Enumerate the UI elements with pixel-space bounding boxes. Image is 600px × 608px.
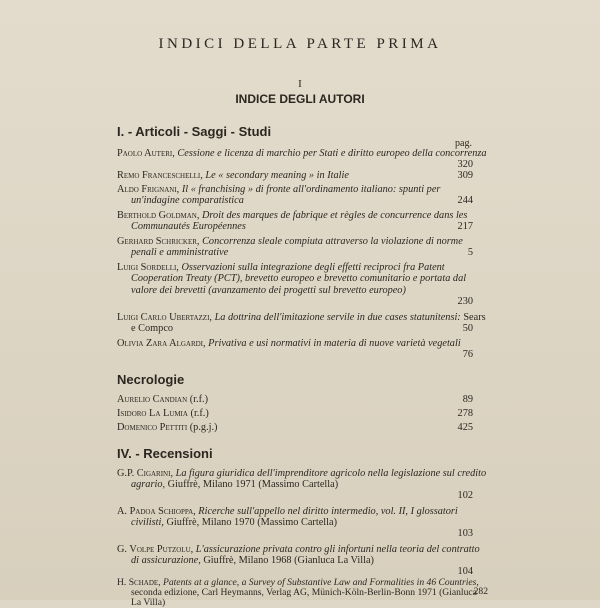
index-entry bbox=[117, 312, 489, 335]
entry-author: Olivia Zara Algardi, bbox=[117, 338, 206, 349]
entry-author: H. Schade, bbox=[117, 577, 161, 588]
section-heading-recensioni: IV. - Recensioni bbox=[117, 446, 213, 461]
entry-page: 309 bbox=[457, 170, 473, 181]
entry-page: 217 bbox=[457, 221, 473, 232]
page-column-label: pag. bbox=[455, 138, 472, 149]
entry-page: 104 bbox=[457, 566, 473, 577]
entry-author: Aldo Frignani, bbox=[117, 184, 180, 195]
index-entry bbox=[117, 170, 489, 181]
entry-page: 103 bbox=[457, 528, 473, 539]
index-entry bbox=[117, 408, 489, 419]
index-entry bbox=[117, 184, 489, 207]
index-entry bbox=[117, 394, 489, 405]
entry-detail: seconda edizione, Carl Heymanns, Verlag AG, Münich-Köln-Berlin-Bonn 1971 (Gianluca La Villa) bbox=[131, 587, 477, 608]
entry-page: 230 bbox=[457, 296, 473, 307]
entry-author: G.P. Cigarini, bbox=[117, 468, 174, 479]
entry-detail: (p.g.j.) bbox=[189, 422, 218, 433]
entry-detail: Sears e Compco bbox=[131, 312, 486, 335]
entry-author: Luigi Carlo Ubertazzi, bbox=[117, 312, 212, 323]
entry-author: Aurelio Candian bbox=[117, 394, 188, 405]
index-entry bbox=[117, 506, 489, 529]
index-entry bbox=[117, 468, 489, 491]
entry-page: 244 bbox=[457, 195, 473, 206]
entry-author: G. Volpe Putzolu, bbox=[117, 544, 194, 555]
entry-author: Isidoro La Lumia bbox=[117, 408, 188, 419]
index-entry bbox=[117, 578, 489, 608]
entry-title: Cessione e licenza di marchio per Stati e diritto europeo della concorrenza bbox=[177, 148, 487, 159]
entry-author: Domenico Pettiti bbox=[117, 422, 188, 433]
entry-detail: Giuffrè, Milano 1968 (Gianluca La Villa) bbox=[203, 555, 374, 567]
entry-title: La figura giuridica dell'imprenditore agricolo nella legislazione sul credito agrario, bbox=[131, 468, 487, 491]
entry-author: Luigi Sordelli, bbox=[117, 262, 179, 273]
entry-title: Le « secondary meaning » in Italie bbox=[205, 170, 349, 181]
entry-page: 425 bbox=[457, 422, 473, 433]
index-entry bbox=[117, 338, 489, 349]
entry-title: L'assicurazione privata contro gli infortuni nella teoria del contratto di assicurazione, bbox=[131, 544, 480, 567]
entry-author: Gerhard Schricker, bbox=[117, 236, 200, 247]
index-entry bbox=[117, 262, 489, 296]
entry-title: Patents at a glance, a Survey of Substantive Law and Formalities in 46 Countries, bbox=[162, 577, 479, 588]
entry-detail: Giuffrè, Milano 1971 (Massimo Cartella) bbox=[167, 479, 339, 491]
entry-title: Ricerche sull'appello nel diritto intermedio, vol. II, I glossatori civilisti, bbox=[131, 506, 458, 529]
entry-page: 76 bbox=[462, 349, 473, 360]
section-heading-necrologie: Necrologie bbox=[117, 372, 185, 387]
part-number: I bbox=[298, 78, 302, 90]
index-entry bbox=[117, 544, 489, 567]
entry-page: 278 bbox=[457, 408, 473, 419]
entry-title: Droit des marques de fabrique et règles de concurrence dans les Communautés Européennes bbox=[131, 210, 468, 233]
index-entry bbox=[117, 236, 489, 259]
entry-title: Il « franchising » di fronte all'ordinamento italiano: spunti per un'indagine comparatistica bbox=[131, 184, 441, 207]
entry-detail: (r.f.) bbox=[189, 394, 209, 405]
index-entry bbox=[117, 422, 489, 433]
entry-page: 89 bbox=[462, 394, 473, 405]
entry-title: Privativa e usi normativi in materia di nuove varietà vegetali bbox=[208, 338, 461, 349]
entry-author: Paolo Auteri, bbox=[117, 148, 175, 159]
entry-detail: Giuffrè, Milano 1970 (Massimo Cartella) bbox=[166, 517, 338, 529]
index-subtitle: INDICE DEGLI AUTORI bbox=[235, 92, 365, 106]
entry-page: 5 bbox=[467, 247, 473, 258]
entry-author: Berthold Goldman, bbox=[117, 210, 200, 221]
entry-title: Concorrenza sleale compiuta attraverso la violazione di norme penali e amministrative bbox=[131, 236, 463, 259]
page-title: INDICI DELLA PARTE PRIMA bbox=[158, 36, 442, 52]
entry-page: 50 bbox=[462, 323, 473, 334]
entry-author: A. Padoa Schioppa, bbox=[117, 506, 196, 517]
index-entry bbox=[117, 148, 489, 159]
entry-author: Remo Franceschelli, bbox=[117, 170, 203, 181]
entry-title: Osservazioni sulla integrazione degli effetti reciproci fra Patent Cooperation Treaty (PCT), brevetto europeo e brevetto comunitario e portata dal valore dei brevetti (avanzamento dei progetti sul brevetto europeo) bbox=[131, 262, 467, 296]
entry-page: 282 bbox=[473, 586, 488, 597]
entry-detail: (r.f.) bbox=[190, 408, 209, 419]
index-entry bbox=[117, 210, 489, 233]
entry-title: La dottrina dell'imitazione servile in due cases statunitensi: bbox=[214, 312, 461, 323]
section-heading-articoli: I. - Articoli - Saggi - Studi bbox=[117, 124, 272, 139]
entry-page: 320 bbox=[457, 159, 473, 170]
entry-page: 102 bbox=[457, 490, 473, 501]
